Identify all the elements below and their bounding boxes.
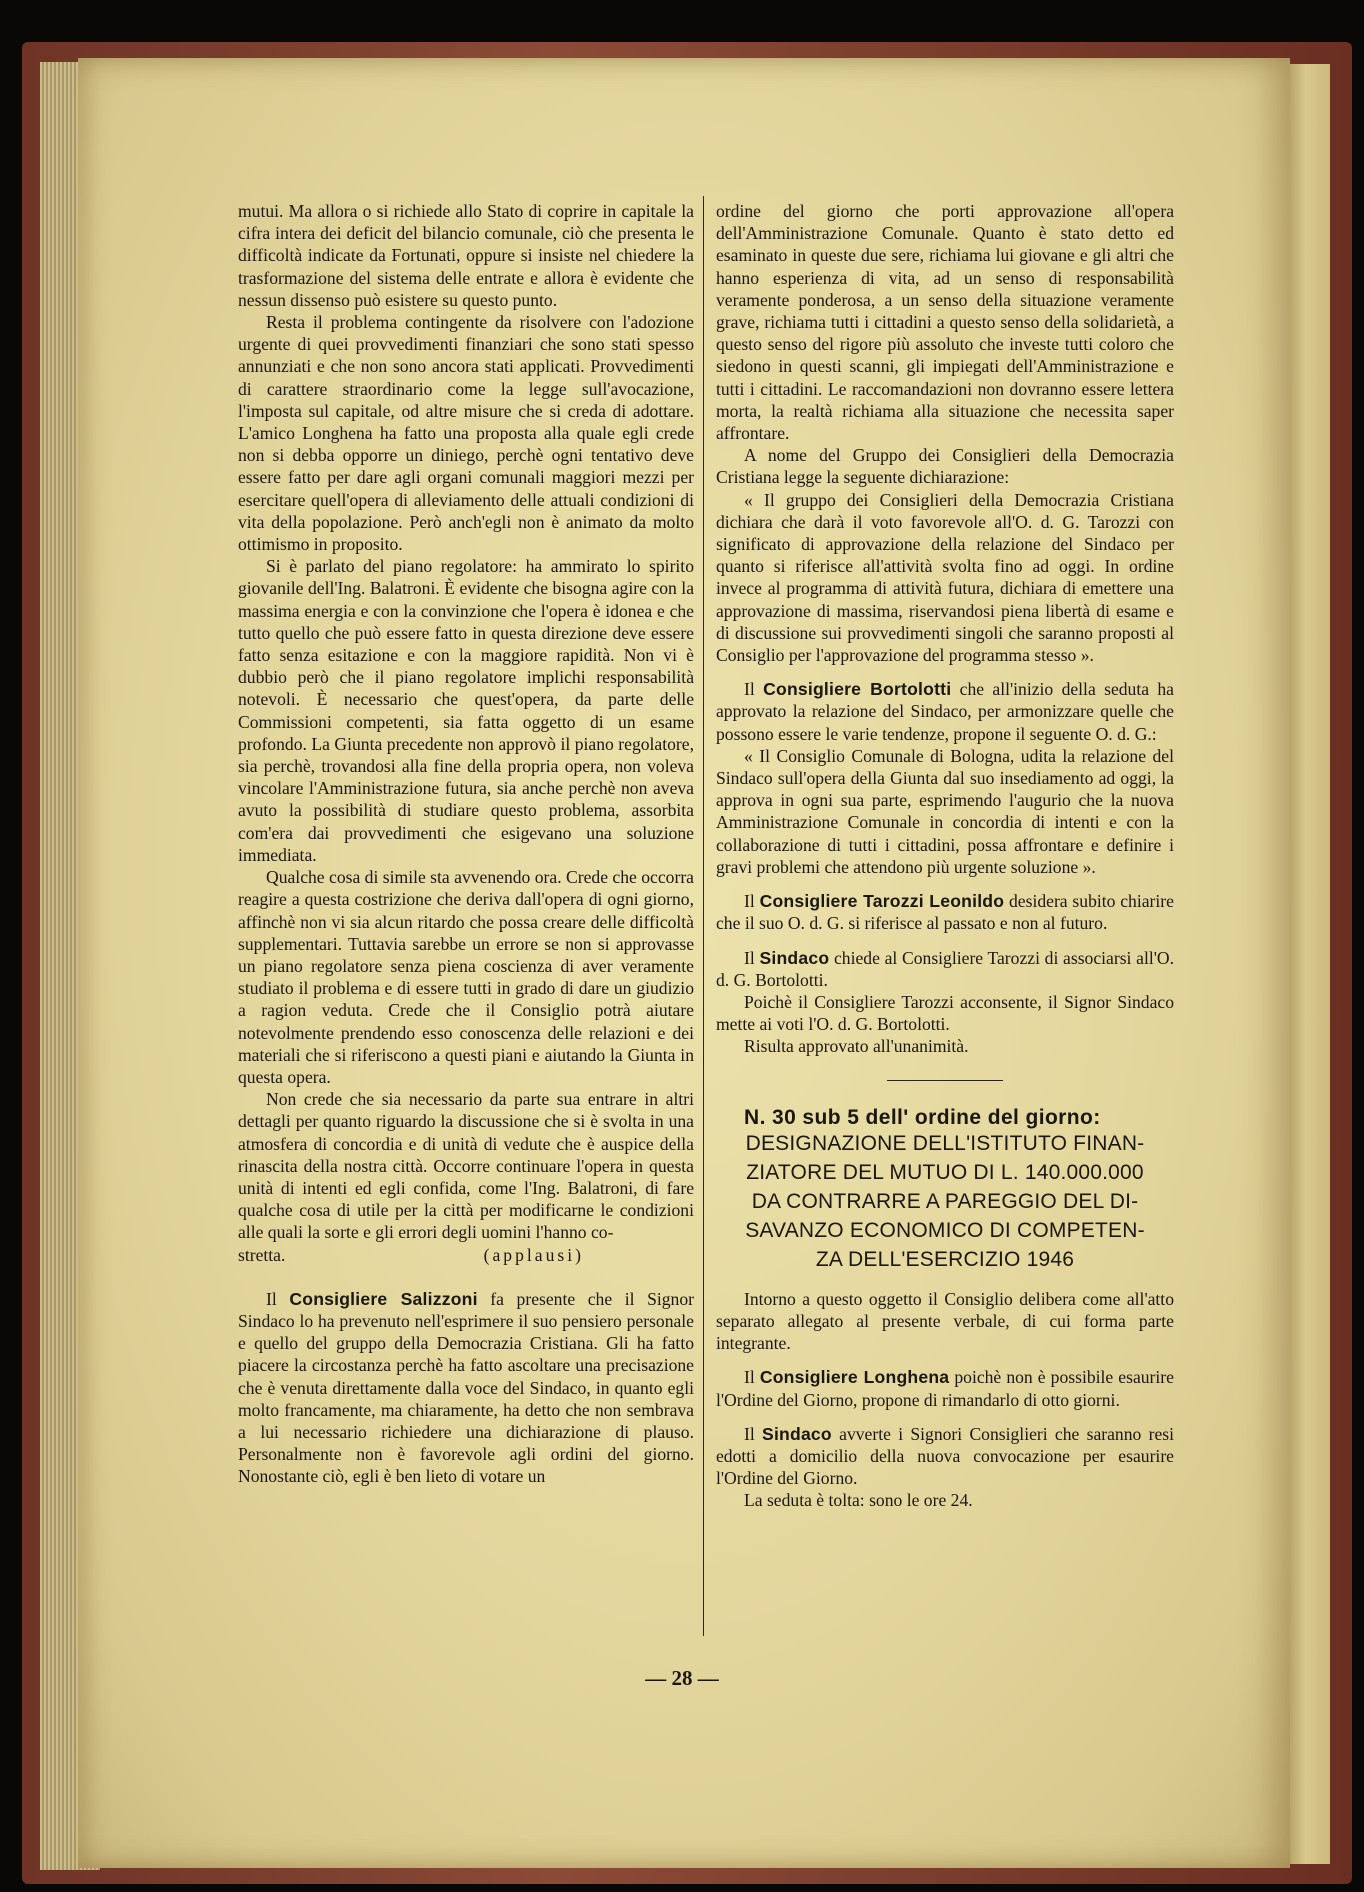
column-divider	[703, 196, 704, 1636]
speaker-name: Consigliere Bortolotti	[763, 679, 952, 700]
paragraph-end: stretta.	[238, 1244, 286, 1265]
paragraph: mutui. Ma allora o si richiede allo Stato di coprire in capitale la cifra intera dei deficit del bilancio comunale, ciò che presenta le difficoltà indicate da Fortunati, oppure si insiste nel chiedere la trasformazione del sistema delle entrate e allora è evidente che nessun dissenso può esistere su questo punto.	[238, 201, 694, 310]
speech-salizzoni	[238, 1288, 694, 1488]
right-column	[716, 200, 1174, 1512]
title-line: DESIGNAZIONE DELL'ISTITUTO FINAN-	[745, 1131, 1145, 1155]
speech-text: poichè non è possibile esaurire l'Ordine del Giorno, propone di rimandarlo di otto giorni.	[716, 1367, 1174, 1410]
speech-bortolotti	[716, 678, 1174, 745]
title-line: SAVANZO ECONOMICO DI COMPETEN-	[745, 1218, 1145, 1242]
motion-quote: « Il Consiglio Comunale di Bologna, udita la relazione del Sindaco sull'opera della Giunta dal suo insediamento ad oggi, la approva in ogni sua parte, esprimendo l'augurio che la nuova Amministrazione Comunale in concordia di intenti e con la collaborazione di tutti i cittadini, possa affrontare e definire i gravi problemi che attendono più urgente soluzione ».	[716, 745, 1174, 877]
title-line: ZIATORE DEL MUTUO DI L. 140.000.000	[746, 1160, 1144, 1184]
speech-prefix: Il	[744, 1423, 755, 1444]
paragraph: La seduta è tolta: sono le ore 24.	[744, 1490, 973, 1511]
speech-prefix: Il	[744, 947, 755, 968]
speech-longhena	[716, 1366, 1174, 1410]
speaker-name: Sindaco	[762, 1423, 832, 1444]
paragraph: Si è parlato del piano regolatore: ha ammirato lo spirito giovanile dell'Ing. Balatroni. È evidente che bisogna agire con la massima energia e con la convinzione che l'opera è idonea e che tutto quello che può essere fatto in questa direzione deve essere fatto senza esitazione e con la maggiore rapidità. Non vi è dubbio però che il piano regolatore implichi responsabilità notevoli. È necessario che quest'opera, da parte delle Commissioni competenti, sia fatta oggetto di un esame profondo. La Giunta precedente non approvò il piano regolatore, sia perchè, trovandosi alla fine della propria opera, non voleva vincolare l'Amministrazione futura, sia anche perchè non aveva avuto la possibilità di studiare questo problema, assorbita com'era dai provvedimenti che esigevano una soluzione immediata.	[238, 556, 694, 865]
speaker-name: Consigliere Tarozzi Leonildo	[759, 891, 1005, 912]
speech-sindaco	[716, 947, 1174, 991]
speech-text: chiede al Consigliere Tarozzi di associarsi all'O. d. G. Bortolotti.	[716, 947, 1174, 990]
paragraph: Resta il problema contingente da risolvere con l'adozione urgente di quei provvedimenti finanziari che sono stati spesso annunziati e che non sono ancora stati applicati. Provvedimenti di carattere straordinario come la legge sull'avocazione, l'imposta sul capitale, od altre misure che si creda di adottare. L'amico Longhena ha fatto una proposta alla quale egli crede non si debba opporre un diniego, perchè ogni tentativo deve essere fatto per dare agli organi comunali maggiori mezzi per esercitare quell'opera di alleviamento delle attuali condizioni di vita della popolazione. Però anch'egli non è animato da molto ottimismo in proposito.	[238, 312, 694, 555]
title-line: ZA DELL'ESERCIZIO 1946	[815, 1247, 1075, 1271]
paragraph: Non crede che sia necessario da parte sua entrare in altri dettagli per quanto riguardo la discussione che si è svolta in una atmosfera di concordia e di unità di vedute che è auspice della rinascita della nostra città. Occorre continuare l'opera in questa unità di intenti ed egli confida, come l'Ing. Balatroni, di fare qualche cosa di utile per la città per modificarne le condizioni alle quali la sorte e gli errori degli uomini l'hanno co-	[238, 1089, 694, 1243]
paragraph: A nome del Gruppo dei Consiglieri della Democrazia Cristiana legge la seguente dichiarazione:	[716, 445, 1174, 488]
page-number: — 28 —	[645, 1666, 719, 1690]
speaker-name: Consigliere Salizzoni	[289, 1288, 478, 1309]
facing-page-edge	[1290, 64, 1330, 1864]
applause-line	[238, 1244, 694, 1266]
speech-text: che all'inizio della seduta ha approvato la relazione del Sindaco, per armonizzare quelle che possono essere le varie tendenze, propone il seguente O. d. G.:	[716, 679, 1174, 744]
paragraph: Intorno a questo oggetto il Consiglio delibera come all'atto separato allegato al presente verbale, di cui forma parte integrante.	[716, 1288, 1174, 1354]
speech-text: fa presente che il Signor Sindaco lo ha prevenuto nell'esprimere il suo pensiero personale e quello del gruppo della Democrazia Cristiana. Gli ha fatto piacere la circostanza perchè ha fatto ascoltare una precisazione che è venuta direttamente dalla voce del Sindaco, in quanto egli molto francamente, ma chiaramente, ha detto che non sembrava a lui necessario richiedere una dichiarazione di plauso. Personalmente non è favorevole agli ordini del giorno. Nonostante ciò, egli è ben lieto di votare un	[238, 1288, 695, 1487]
speech-prefix: Il	[744, 891, 755, 912]
speech-text: desidera subito chiarire che il suo O. d. G. si riferisce al passato e non al futuro.	[716, 891, 1174, 934]
speaker-name: Sindaco	[759, 947, 830, 968]
title-line: DA CONTRARRE A PAREGGIO DEL DI-	[751, 1189, 1139, 1213]
section-rule	[887, 1080, 1003, 1081]
paragraph: Poichè il Consigliere Tarozzi acconsente, il Signor Sindaco mette ai voti l'O. d. G. Bortolotti.	[716, 991, 1174, 1035]
agenda-title	[716, 1129, 1174, 1274]
declaration-quote: « Il gruppo dei Consiglieri della Democrazia Cristiana dichiara che darà il voto favorevole all'O. d. G. Tarozzi con significato di approvazione della relazione del Sindaco per quanto si riferisce all'attività svolta fino ad oggi. In ordine invece al programma di attività futura, dichiara di emettere una approvazione di massima, riservandosi piena libertà di esame e di discussione sui provvedimenti singoli che saranno proposti al Consiglio per l'approvazione del programma stesso ».	[716, 489, 1174, 666]
applause-note: (applausi)	[483, 1244, 584, 1265]
paragraph: ordine del giorno che porti approvazione all'opera dell'Amministrazione Comunale. Quanto è stato detto ed esaminato in queste due sere, richiama lui giovane e gli altri che hanno esperienza di vita, ad un senso di responsabilità veramente ponderosa, a un senso della situazione veramente grave, richiama tutti i cittadini a questo senso della solidarietà, a questo senso del rigore più assoluto che investe tutti coloro che siedono in questi scanni, gli impiegati dell'Amministrazione e tutti i cittadini. Le raccomandazioni non dovranno essere lettera morta, la realtà richiama alla situazione che necessita saper affrontare.	[716, 201, 1174, 444]
paragraph: Risulta approvato all'unanimità.	[744, 1036, 969, 1057]
left-column	[238, 200, 694, 1488]
speech-prefix: Il	[744, 679, 755, 700]
speech-prefix: Il	[744, 1367, 755, 1388]
speech-sindaco-closing	[716, 1423, 1174, 1490]
paragraph: Qualche cosa di simile sta avvenendo ora. Crede che occorra reagire a questa costrizione che deriva dall'opera di ogni giorno, affinchè non vi sia alcun ritardo che possa creare delle difficoltà supplementari. Tuttavia sarebbe un errore se non si approvasse un piano regolatore senza piena coscienza di aver veramente studiato il problema e di essere tutti in grado di dare un giudizio a ragion veduta. Crede che il Consiglio potrà aiutare notevolmente prendendo esso conoscenza delle relazioni e dei materiali che si riferiscono a questi piani e aiutando la Giunta in questa opera.	[238, 867, 694, 1087]
speaker-name: Consigliere Longhena	[759, 1367, 950, 1388]
speech-tarozzi	[716, 890, 1174, 934]
agenda-heading: N. 30 sub 5 dell' ordine del giorno:	[744, 1105, 1101, 1129]
speech-prefix: Il	[266, 1288, 277, 1309]
speech-text: avverte i Signori Consiglieri che saranno resi edotti a domicilio della nuova convocazione per esaurire l'Ordine del Giorno.	[716, 1423, 1174, 1489]
